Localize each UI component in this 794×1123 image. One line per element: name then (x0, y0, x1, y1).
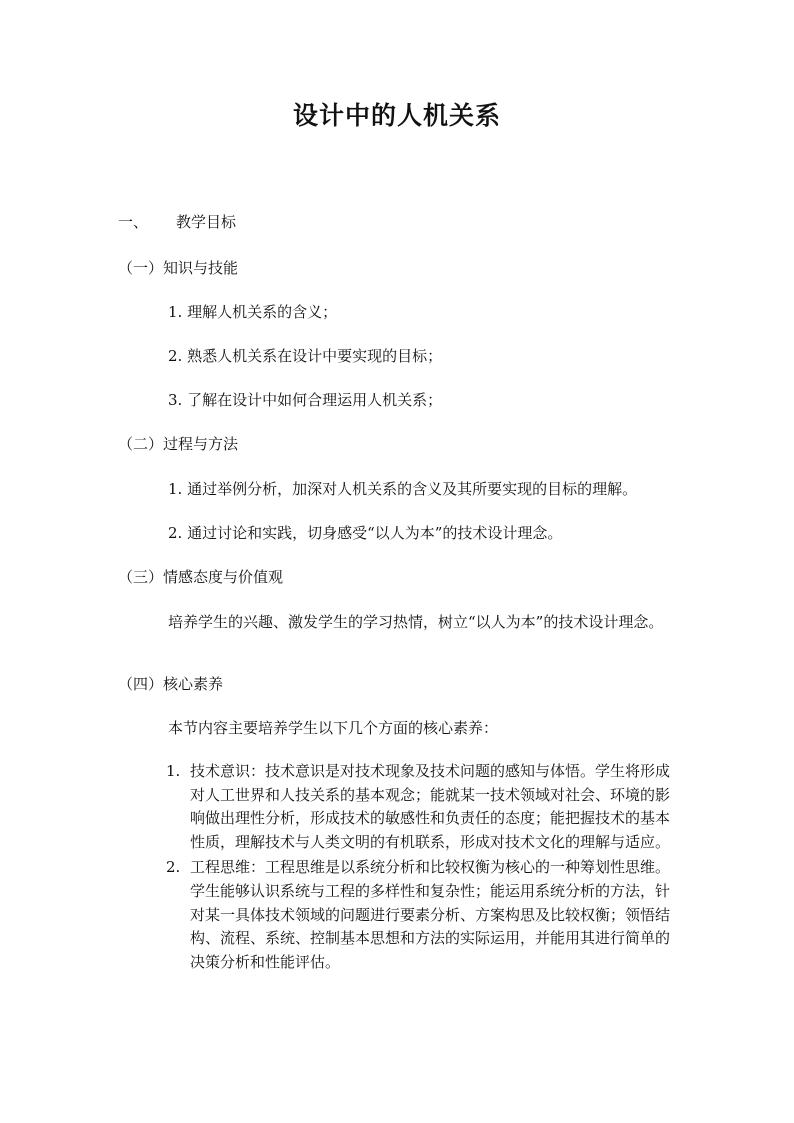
list-item (166, 856, 682, 974)
section-heading: 教学目标 (176, 213, 237, 231)
section-number: 一、 (118, 213, 149, 231)
process-item-1: 1. 通过举例分析，加深对人机关系的含义及其所要实现的目标的理解。 (168, 480, 638, 498)
knowledge-item-2: 2. 熟悉人机关系在设计中要实现的目标； (168, 347, 443, 365)
subsection-heading-knowledge: （一）知识与技能 (118, 259, 239, 277)
list-item-text: 工程思维：工程思维是以系统分析和比较权衡为核心的一种筹划性思维。学生能够认识系统与工程的多样性和复杂性；能运用系统分析的方法，针对某一具体技术领域的问题进行要素分析、方案构思及比较权衡；领悟结构、流程、系统、控制基本思想和方法的实际运用，并能用其进行简单的决策分析和性能评估。 (190, 858, 671, 971)
subsection-heading-core: （四）核心素养 (118, 675, 224, 693)
emotion-paragraph: 培养学生的兴趣、激发学生的学习热情，树立“以人为本”的技术设计理念。 (168, 613, 664, 631)
process-item-2: 2. 通过讨论和实践，切身感受“以人为本”的技术设计理念。 (168, 524, 563, 542)
list-item-number: 2. (166, 858, 181, 877)
subsection-heading-process: （二）过程与方法 (118, 435, 239, 453)
core-literacy-list (166, 760, 682, 976)
list-item-text: 技术意识：技术意识是对技术现象及技术问题的感知与体悟。学生将形成对人工世界和人技关系的基本观念；能就某一技术领域对社会、环境的影响做出理性分析，形成技术的敏感性和负责任的态度；能把握技术的基本性质，理解技术与人类文明的有机联系，形成对技术文化的理解与适应。 (190, 762, 671, 851)
subsection-heading-emotion: （三）情感态度与价值观 (118, 568, 284, 586)
list-item (166, 760, 682, 854)
document-title: 设计中的人机关系 (292, 101, 501, 130)
knowledge-item-3: 3. 了解在设计中如何合理运用人机关系； (168, 391, 443, 409)
knowledge-item-1: 1. 理解人机关系的含义； (168, 303, 338, 321)
core-intro: 本节内容主要培养学生以下几个方面的核心素养： (168, 719, 499, 737)
list-item-number: 1. (166, 762, 181, 780)
